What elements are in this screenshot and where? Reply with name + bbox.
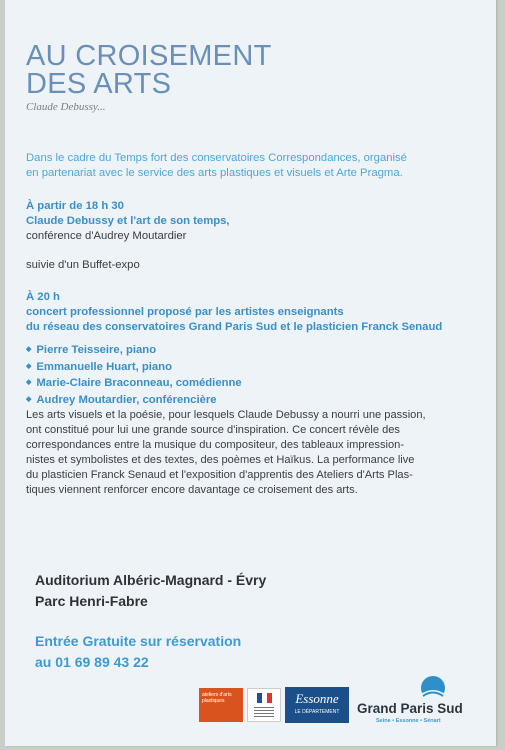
title-line-2: DES ARTS <box>26 68 172 100</box>
partner-logos <box>5 680 496 730</box>
paragraph-line: ont constitué pour lui une grande source d'inspiration. Ce concert révèle des <box>26 424 400 436</box>
intro-text <box>26 151 486 181</box>
grand-paris-sud-mark-icon <box>417 676 449 702</box>
french-flag-icon <box>257 693 272 703</box>
venue-block <box>35 570 266 612</box>
essonne-logo <box>285 687 349 723</box>
description-paragraph <box>26 408 489 498</box>
performer-list <box>26 342 242 408</box>
grand-paris-sud-name: Grand Paris Sud <box>357 701 463 716</box>
venue-park: Parc Henri-Fabre <box>35 593 148 609</box>
conference-speaker: conférence d'Audrey Moutardier <box>26 230 187 242</box>
performer-item: ◆ Marie-Claire Braconneau, comédienne <box>26 375 242 392</box>
ateliers-logo: ateliers d'arts plastiques <box>199 688 243 722</box>
entry-text: Entrée Gratuite sur réservation <box>35 633 242 649</box>
conference-time: À partir de 18 h 30 <box>26 200 124 212</box>
flyer-title <box>26 42 272 98</box>
venue-name: Auditorium Albéric-Magnard - Évry <box>35 572 267 588</box>
grand-paris-sud-subtitle: Seine • Essonne • Sénart <box>376 718 441 724</box>
essonne-name: Essonne <box>295 691 339 706</box>
essonne-departement: LE DÉPARTEMENT <box>294 709 340 715</box>
flyer-sheet <box>5 0 496 746</box>
concert-line-1: concert professionnel proposé par les artistes enseignants <box>26 306 344 318</box>
paragraph-line: Les arts visuels et la poésie, pour lesquels Claude Debussy a nourri une passion, <box>26 409 426 421</box>
section-concert <box>26 290 491 335</box>
phone-number: au 01 69 89 43 22 <box>35 654 149 670</box>
section-conference <box>26 199 491 273</box>
paragraph-line: nistes et symbolistes et des textes, des poèmes et Haïkus. La performance live <box>26 454 415 466</box>
republique-francaise-logo <box>247 688 281 722</box>
paragraph-line: tiques viennent renforcer encore davantage ce croisement des arts. <box>26 484 358 496</box>
concert-time: À 20 h <box>26 291 60 303</box>
concert-line-2: du réseau des conservatoires Grand Paris Sud et le plasticien Franck Senaud <box>26 321 443 333</box>
intro-line-2: en partenariat avec le service des arts plastiques et visuels et Arte Pragma. <box>26 167 403 179</box>
paragraph-line: du plasticien Franck Senaud et l'exposition d'apprentis des Ateliers d'Arts Plas- <box>26 469 413 481</box>
performer-item: ◆ Emmanuelle Huart, piano <box>26 359 242 376</box>
performer-item: ◆ Audrey Moutardier, conférencière <box>26 392 242 409</box>
entry-block <box>35 631 241 673</box>
intro-line-1: Dans le cadre du Temps fort des conservatoires Correspondances, organisé <box>26 152 407 164</box>
flyer-subtitle: Claude Debussy... <box>26 101 106 113</box>
title-line-1: AU CROISEMENT <box>26 40 272 72</box>
ministry-text-lines <box>254 707 274 717</box>
performer-item: ◆ Pierre Teisseire, piano <box>26 342 242 359</box>
buffet-text: suivie d'un Buffet-expo <box>26 259 140 271</box>
conference-title: Claude Debussy et l'art de son temps, <box>26 215 230 227</box>
paragraph-line: correspondances entre la musique du compositeur, des tableaux impression- <box>26 439 405 451</box>
